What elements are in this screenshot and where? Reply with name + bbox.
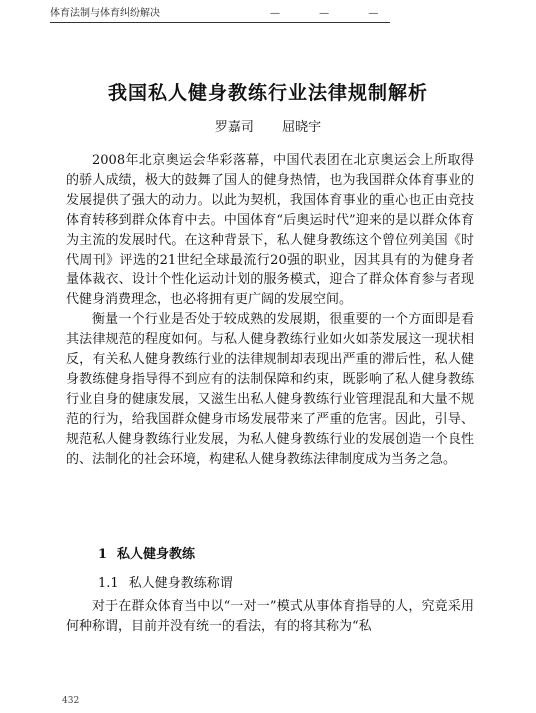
paragraph: 2008年北京奥运会华彩落幕，中国代表团在北京奥运会上所取得的骄人成绩，极大的鼓舞了国人的健身热情，也为我国群众体育事业的发展提供了强大的动力。以此为契机，我国体育事业的重心也正由竞技体育转移到群众体育中去。中国体育“后奥运时代”迎来的是以群众体育为主流的发展时代。在这种背景下，私人健身教练这个曾位列美国《时代周刊》评选的21世纪全球最流行20强的职业，因其具有的为健身者量体裁衣、设计个性化运动计划的服务模式，迎合了群众体育参与者现代健身消费理念，也必将拥有更广阔的发展空间。: [66, 153, 474, 308]
running-title: 体育法制与体育纠纷解决: [50, 8, 160, 19]
author-name: 屈晓宇: [282, 120, 322, 135]
page-number: 432: [62, 696, 80, 706]
section-number: 1: [98, 547, 108, 562]
article-body: [66, 151, 474, 470]
header-marks: — — —: [270, 8, 397, 19]
article-authors: [0, 119, 536, 137]
author-name: 罗嘉司: [214, 120, 254, 135]
paragraph: 衡量一个行业是否处于较成熟的发展期，很重要的一个方面即是看其法律规范的程度如何。与私人健身教练行业如火如荼发展这一现状相反，有关私人健身教练行业的法律规制却表现出严重的滞后性，私人健身教练健身指导得不到应有的法制保障和约束，既影响了私人健身教练行业自身的健康发展，又滋生出私人健身教练行业管理混乱和大量不规范的行为，给我国群众健身市场发展带来了严重的危害。因此，引导、规范私人健身教练行业发展，为私人健身教练行业的发展创造一个良性的、法制化的社会环境，构建私人健身教练法律制度成为当务之急。: [66, 312, 474, 467]
section-heading: [98, 546, 195, 564]
paragraph: 对于在群众体育当中以“一对一”模式从事体育指导的人，究竟采用何种称谓，目前并没有统一的看法，有的将其称为“私: [66, 599, 474, 634]
subsection-number: 1.1: [98, 576, 119, 591]
subsection-title: 私人健身教练称谓: [128, 576, 233, 591]
section-body: [66, 597, 474, 637]
section-title: 私人健身教练: [117, 547, 196, 562]
article-title: 我国私人健身教练行业法律规制解析: [107, 82, 428, 104]
subsection-heading: [98, 575, 233, 593]
